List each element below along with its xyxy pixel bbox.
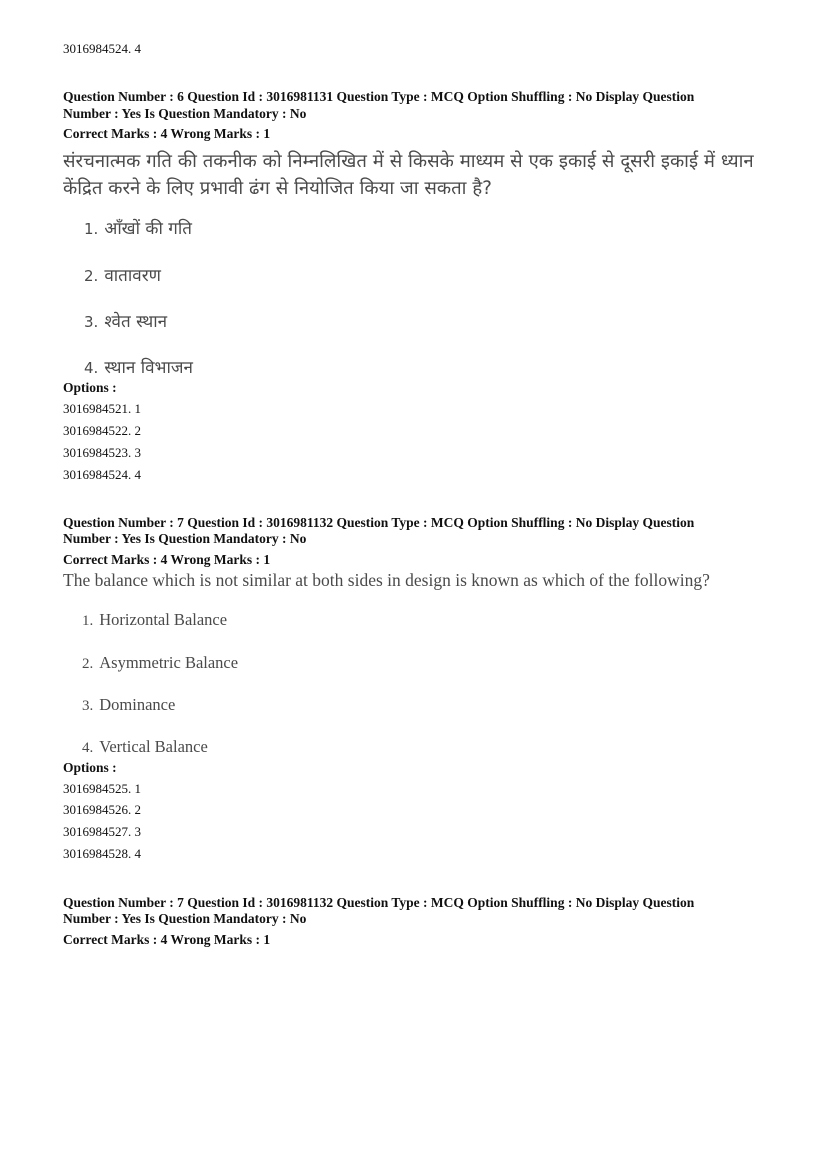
q6-stem-line2: केंद्रित करने के लिए प्रभावी ढंग से नियोजित किया जा सकता है? — [63, 178, 492, 199]
q6-choice-number: 2. — [84, 267, 99, 285]
q7-choice-3 — [82, 695, 175, 715]
q7-choice-text: Vertical Balance — [99, 737, 208, 756]
q6-options-label: Options : — [63, 380, 117, 395]
q6-choice-2 — [84, 263, 161, 286]
q7-choice-number: 2. — [82, 656, 94, 672]
q6-option-id-2: 3016984522. 2 — [63, 423, 141, 438]
q6-choice-number: 1. — [84, 220, 99, 238]
q7-options-label: Options : — [63, 760, 117, 775]
q6-choice-text: आँखों की गति — [104, 219, 192, 239]
q6-meta-line1: Question Number : 6 Question Id : 3016981131 Question Type : MCQ Option Shuffling : No Display Question — [63, 89, 695, 104]
q7-choice-text: Dominance — [99, 695, 176, 714]
q6-choice-4 — [84, 355, 193, 378]
q6-choice-number: 4. — [84, 359, 99, 377]
q7-option-id-1: 3016984525. 1 — [63, 781, 141, 796]
q6-meta-line2: Number : Yes Is Question Mandatory : No — [63, 106, 307, 121]
q7-repeat-marks: Correct Marks : 4 Wrong Marks : 1 — [63, 932, 271, 947]
q6-choice-3 — [84, 309, 167, 332]
q7-option-id-4: 3016984528. 4 — [63, 846, 141, 861]
q7-choice-1 — [82, 610, 227, 630]
q7-repeat-meta-line2: Number : Yes Is Question Mandatory : No — [63, 911, 307, 926]
q7-choice-number: 4. — [82, 740, 94, 756]
q7-repeat-meta-line1: Question Number : 7 Question Id : 3016981132 Question Type : MCQ Option Shuffling : No Display Question — [63, 895, 695, 910]
q7-option-id-2: 3016984526. 2 — [63, 802, 141, 817]
q6-marks: Correct Marks : 4 Wrong Marks : 1 — [63, 126, 271, 141]
q7-choice-number: 3. — [82, 698, 94, 714]
q6-option-id-3: 3016984523. 3 — [63, 445, 141, 460]
q6-stem-line1: संरचनात्मक गति की तकनीक को निम्नलिखित में से किसके माध्यम से एक इकाई से दूसरी इकाई में ध्यान — [63, 151, 754, 172]
q7-choice-number: 1. — [82, 613, 94, 629]
q6-choice-text: वातावरण — [104, 266, 161, 286]
option-id-carryover: 3016984524. 4 — [63, 41, 141, 56]
q7-meta-line1: Question Number : 7 Question Id : 3016981132 Question Type : MCQ Option Shuffling : No Display Question — [63, 515, 695, 530]
q7-choice-4 — [82, 737, 208, 757]
q6-choice-number: 3. — [84, 313, 99, 331]
q7-meta-line2: Number : Yes Is Question Mandatory : No — [63, 531, 307, 546]
q7-marks: Correct Marks : 4 Wrong Marks : 1 — [63, 552, 271, 567]
q6-option-id-4: 3016984524. 4 — [63, 467, 141, 482]
q6-choice-text: स्थान विभाजन — [104, 358, 193, 378]
q6-option-id-1: 3016984521. 1 — [63, 401, 141, 416]
q6-choice-text: श्वेत स्थान — [104, 312, 168, 332]
q6-choice-1 — [84, 216, 192, 239]
q7-choice-2 — [82, 653, 238, 673]
q7-stem: The balance which is not similar at both sides in design is known as which of the following? — [63, 570, 710, 590]
q7-choice-text: Asymmetric Balance — [99, 653, 239, 672]
q7-option-id-3: 3016984527. 3 — [63, 824, 141, 839]
q7-choice-text: Horizontal Balance — [99, 610, 228, 629]
